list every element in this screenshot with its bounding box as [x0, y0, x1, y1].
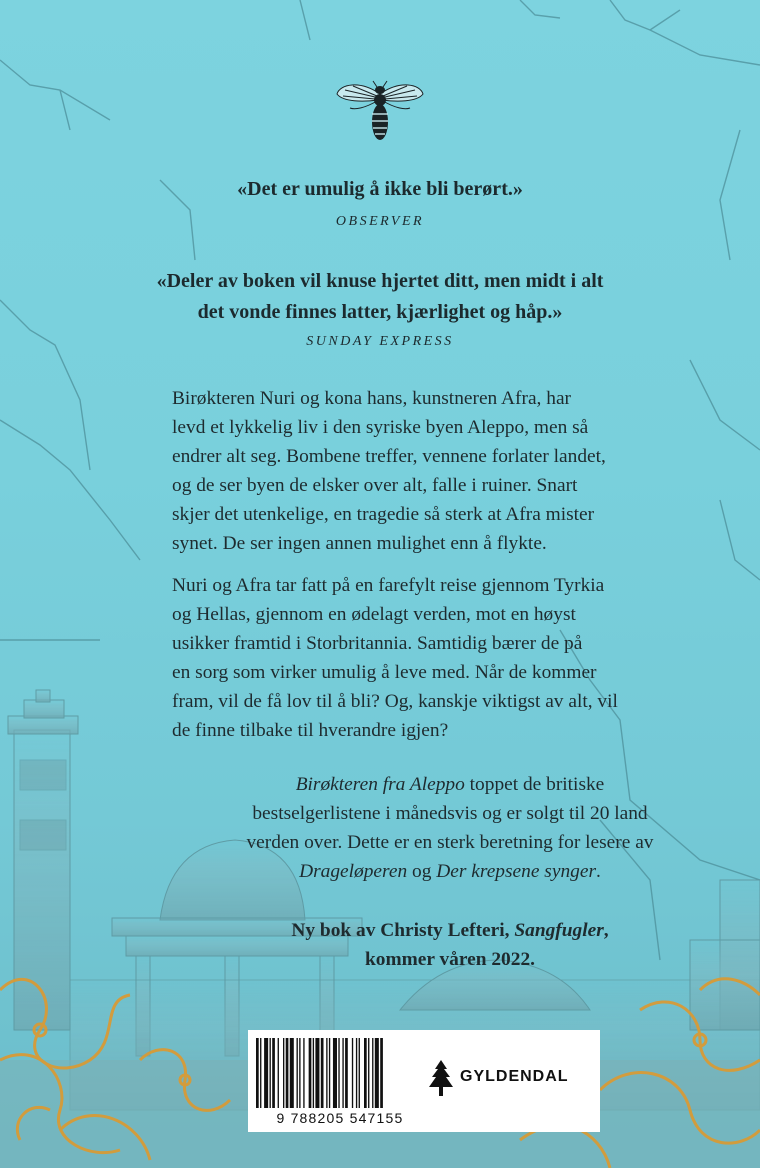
barcode-bar — [290, 1038, 294, 1108]
barcode-bar — [342, 1038, 343, 1108]
isbn-number: 9 788205 547155 — [276, 1110, 404, 1126]
promo-line-1 — [170, 770, 730, 799]
barcode-bar — [309, 1038, 312, 1108]
quote-source-observer: OBSERVER — [335, 214, 425, 229]
barcode-bar — [375, 1038, 379, 1108]
quote-sunday-express — [60, 266, 700, 328]
blurb-paragraph-1 — [172, 384, 727, 558]
paragraph-line: og Hellas, gjennom en ødelagt verden, mot en høyst — [172, 604, 576, 625]
paragraph-line: fram, vil de få lov til å bli? Og, kanskje viktigst av alt, vil — [172, 691, 618, 712]
promo-line-3: verden over. Dette er en sterk beretning for lesere av — [246, 832, 654, 853]
quote-source-sunday-express: SUNDAY EXPRESS — [306, 334, 454, 349]
barcode-bar — [270, 1038, 271, 1108]
promo-text: toppet de britiske — [464, 774, 605, 795]
paragraph-line: Birøkteren Nuri og kona hans, kunstneren Afra, har — [172, 388, 572, 409]
tree-icon — [428, 1060, 454, 1096]
book-title-drageloeperen: Drageløperen — [299, 861, 408, 882]
barcode-bar — [368, 1038, 369, 1108]
barcode-bar — [264, 1038, 268, 1108]
promo-text: . — [596, 861, 601, 882]
barcode-bar — [364, 1038, 367, 1108]
barcode-bar — [286, 1038, 289, 1108]
promo-line-2: bestselgerlistene i månedsvis og er solgt til 20 land — [252, 803, 648, 824]
barcode-bar — [380, 1038, 383, 1108]
paragraph-line: en sorg som virker umulig å leve med. Når de kommer — [172, 662, 597, 683]
barcode-bar — [313, 1038, 314, 1108]
barcode-bar — [303, 1038, 304, 1108]
bee-icon — [335, 80, 425, 146]
barcode-bar — [352, 1038, 353, 1108]
barcode-panel — [248, 1030, 600, 1132]
book-title-der-krepsene-synger: Der krepsene synger — [436, 861, 597, 882]
barcode-bar — [278, 1038, 279, 1108]
barcode-bar — [297, 1038, 298, 1108]
announcement-line-1 — [170, 916, 730, 945]
quote-line: «Deler av boken vil knuse hjertet ditt, men midt i alt — [156, 270, 604, 292]
announcement-line-2: kommer våren 2022. — [364, 949, 535, 970]
barcode-bar — [359, 1038, 360, 1108]
barcode-bar — [260, 1038, 261, 1108]
blurb-paragraph-2 — [172, 571, 727, 745]
paragraph-line: endrer alt seg. Bombene treffer, vennene forlater landet, — [172, 446, 606, 467]
barcode-bar — [338, 1038, 339, 1108]
paragraph-line: synet. De ser ingen annen mulighet enn å flykte. — [172, 533, 547, 554]
barcode-bar — [326, 1038, 327, 1108]
quote-observer: «Det er umulig å ikke bli berørt.» — [237, 178, 523, 200]
announcement-text: , — [603, 920, 609, 941]
promo-line-4 — [170, 857, 730, 886]
barcode-bar — [356, 1038, 357, 1108]
barcode-bar — [333, 1038, 337, 1108]
book-title-biroekteren: Birøkteren fra Aleppo — [295, 774, 465, 795]
paragraph-line: de finne tilbake til hverandre igjen? — [172, 720, 449, 741]
paragraph-line: Nuri og Afra tar fatt på en farefylt reise gjennom Tyrkia — [172, 575, 605, 596]
paragraph-line: levd et lykkelig liv i den syriske byen Aleppo, men så — [172, 417, 589, 438]
promo-text: og — [407, 861, 437, 882]
barcode-bar — [299, 1038, 300, 1108]
quote-line: det vonde finnes latter, kjærlighet og håp.» — [197, 301, 563, 323]
barcode-bar — [345, 1038, 348, 1108]
barcode-bar — [321, 1038, 324, 1108]
paragraph-line: og de ser byen de elsker over alt, falle i ruiner. Snart — [172, 475, 578, 496]
barcode-bar — [283, 1038, 284, 1108]
barcode-bar — [272, 1038, 275, 1108]
paragraph-line: usikker framtid i Storbritannia. Samtidig bærer de på — [172, 633, 583, 654]
promo-paragraph — [170, 770, 730, 886]
barcode-bar — [329, 1038, 330, 1108]
publisher-name: GYLDENDAL — [460, 1068, 569, 1085]
barcode — [256, 1038, 422, 1108]
new-book-announcement — [170, 916, 730, 974]
barcode-bar — [315, 1038, 319, 1108]
announcement-text: Ny bok av Christy Lefteri, — [291, 920, 515, 941]
book-title-sangfugler: Sangfugler — [514, 920, 604, 941]
paragraph-line: skjer det utenkelige, en tragedie så sterk at Afra mister — [172, 504, 595, 525]
barcode-bar — [256, 1038, 259, 1108]
barcode-bar — [372, 1038, 373, 1108]
